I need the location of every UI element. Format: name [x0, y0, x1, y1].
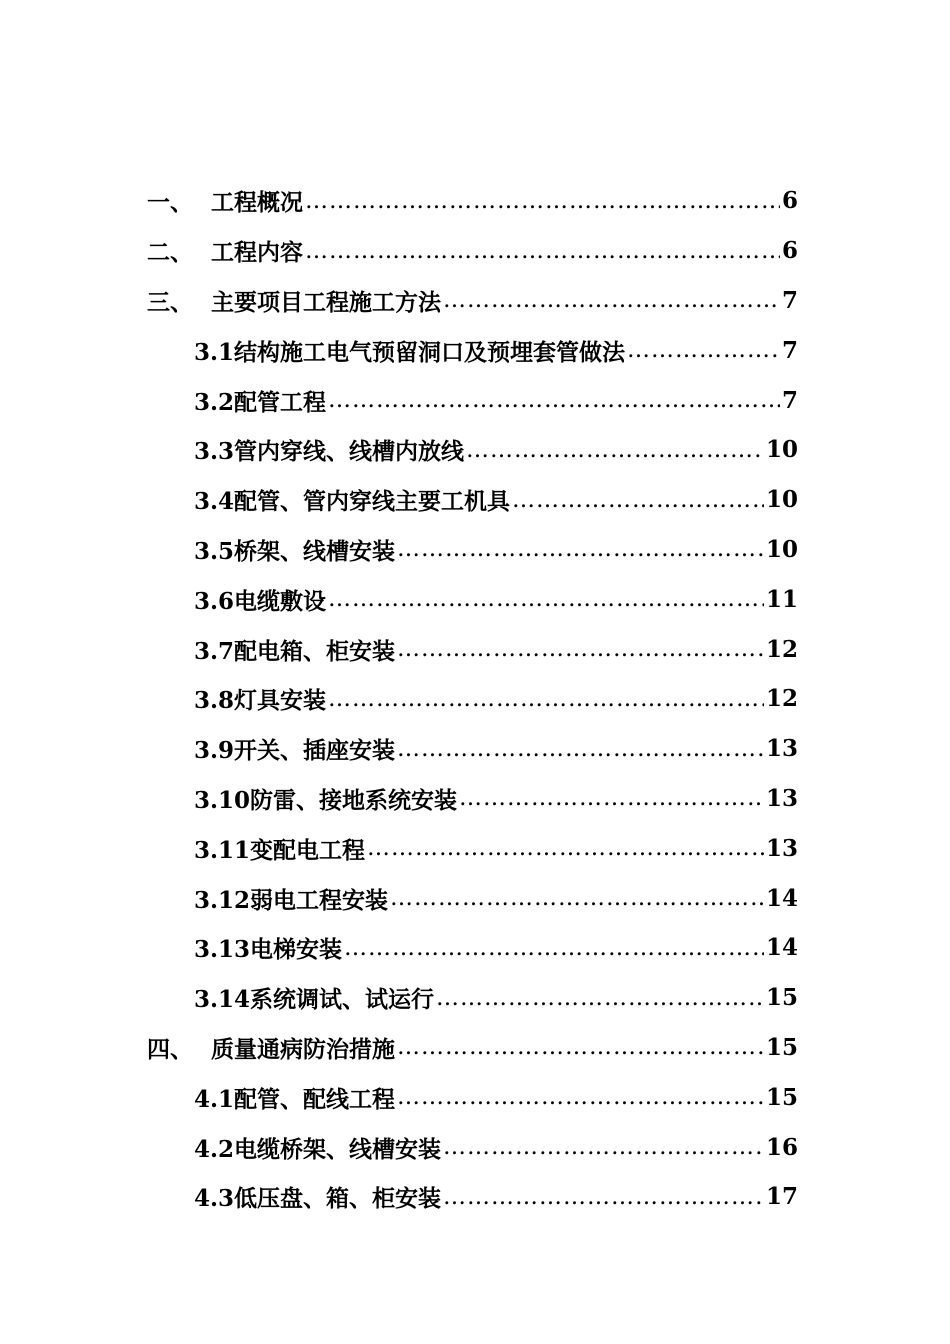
toc-leader-dots	[397, 536, 764, 562]
toc-entry[interactable]	[0, 475, 950, 525]
toc-entry-page: 16	[765, 1133, 798, 1161]
toc-entry-title: 4.1配管、配线工程	[194, 1085, 396, 1113]
toc-entry-title: 4.2电缆桥架、线槽安装	[194, 1135, 442, 1163]
toc-entry-page: 12	[765, 635, 798, 663]
toc-entry-page: 7	[781, 286, 798, 314]
toc-leader-dots	[390, 885, 764, 911]
toc-leader-dots	[466, 437, 764, 463]
toc-entry-title: 4.3低压盘、箱、柜安装	[194, 1185, 442, 1213]
toc-entry[interactable]	[0, 425, 950, 475]
toc-entry-page: 6	[781, 237, 798, 265]
toc-leader-dots	[512, 487, 764, 513]
toc-leader-dots	[344, 935, 764, 961]
toc-leader-dots	[443, 1134, 764, 1160]
toc-leader-dots	[328, 686, 764, 712]
toc-entry[interactable]	[0, 1172, 950, 1222]
toc-entry-title: 3.11变配电工程	[194, 836, 366, 864]
toc-entry-title: 3.14系统调试、试运行	[194, 986, 435, 1014]
toc-entry-page: 14	[765, 884, 798, 912]
toc-entry[interactable]	[0, 774, 950, 824]
toc-leader-dots	[397, 636, 764, 662]
toc-entry-number: 一、	[147, 189, 193, 217]
toc-entry-title: 3.6电缆敷设	[194, 587, 327, 615]
toc-entry-page: 13	[765, 834, 798, 862]
toc-entry[interactable]	[0, 674, 950, 724]
toc-entry-title: 3.9开关、插座安装	[194, 737, 396, 765]
toc-entry[interactable]	[0, 923, 950, 973]
toc-leader-dots	[397, 736, 764, 762]
toc-leader-dots	[443, 287, 780, 313]
toc-entry-page: 13	[765, 735, 798, 763]
toc-entry-title: 工程概况	[211, 189, 303, 217]
toc-entry-title: 3.3管内穿线、线槽内放线	[194, 438, 465, 466]
toc-entry-page: 15	[765, 984, 798, 1012]
toc-entry-title: 3.4配管、管内穿线主要工机具	[194, 488, 511, 516]
toc-entry-title: 3.8灯具安装	[194, 687, 327, 715]
toc-entry-page: 17	[765, 1183, 798, 1211]
toc-entry-title: 3.1结构施工电气预留洞口及预埋套管做法	[194, 338, 626, 366]
toc-leader-dots	[397, 1084, 764, 1110]
toc-entry-page: 14	[765, 934, 798, 962]
toc-entry-title: 3.5桥架、线槽安装	[194, 537, 396, 565]
toc-entry-title: 3.2配管工程	[194, 388, 327, 416]
toc-leader-dots	[397, 1034, 764, 1060]
toc-entry-title: 质量通病防治措施	[211, 1035, 395, 1063]
toc-entry-title: 3.7配电箱、柜安装	[194, 637, 396, 665]
toc-entry[interactable]	[0, 176, 950, 226]
toc-entry-number: 四、	[147, 1035, 193, 1063]
toc-leader-dots	[627, 337, 780, 363]
toc-entry-page: 11	[765, 585, 798, 613]
toc-entry-title: 工程内容	[211, 239, 303, 267]
toc-entry-page: 7	[781, 386, 798, 414]
toc-entry-page: 13	[765, 784, 798, 812]
toc-entry[interactable]	[0, 724, 950, 774]
toc-entry-page: 10	[765, 535, 798, 563]
toc-entry-title: 3.10防雷、接地系统安装	[194, 786, 458, 814]
toc-leader-dots	[367, 835, 764, 861]
toc-leader-dots	[459, 785, 764, 811]
toc-entry[interactable]	[0, 525, 950, 575]
toc-entry-page: 10	[765, 436, 798, 464]
table-of-contents	[0, 176, 950, 1222]
toc-entry[interactable]	[0, 873, 950, 923]
toc-entry[interactable]	[0, 226, 950, 276]
toc-entry[interactable]	[0, 1072, 950, 1122]
toc-entry-number: 二、	[147, 239, 193, 267]
toc-entry[interactable]	[0, 1122, 950, 1172]
toc-entry-page: 10	[765, 486, 798, 514]
toc-entry[interactable]	[0, 823, 950, 873]
toc-entry-page: 15	[765, 1033, 798, 1061]
toc-entry[interactable]	[0, 1023, 950, 1073]
toc-entry-page: 12	[765, 685, 798, 713]
toc-entry-page: 15	[765, 1083, 798, 1111]
toc-entry[interactable]	[0, 973, 950, 1023]
toc-entry-title: 3.13电梯安装	[194, 936, 343, 964]
toc-entry[interactable]	[0, 624, 950, 674]
toc-entry[interactable]	[0, 375, 950, 425]
toc-entry[interactable]	[0, 276, 950, 326]
toc-leader-dots	[436, 985, 764, 1011]
toc-leader-dots	[305, 238, 780, 264]
toc-leader-dots	[328, 387, 780, 413]
toc-leader-dots	[328, 586, 764, 612]
toc-leader-dots	[305, 188, 780, 214]
toc-entry-title: 3.12弱电工程安装	[194, 886, 389, 914]
toc-entry[interactable]	[0, 325, 950, 375]
toc-entry-page: 7	[781, 336, 798, 364]
toc-entry-title: 主要项目工程施工方法	[211, 288, 441, 316]
toc-entry[interactable]	[0, 574, 950, 624]
toc-entry-number: 三、	[147, 288, 193, 316]
toc-leader-dots	[443, 1184, 764, 1210]
toc-entry-page: 6	[781, 187, 798, 215]
